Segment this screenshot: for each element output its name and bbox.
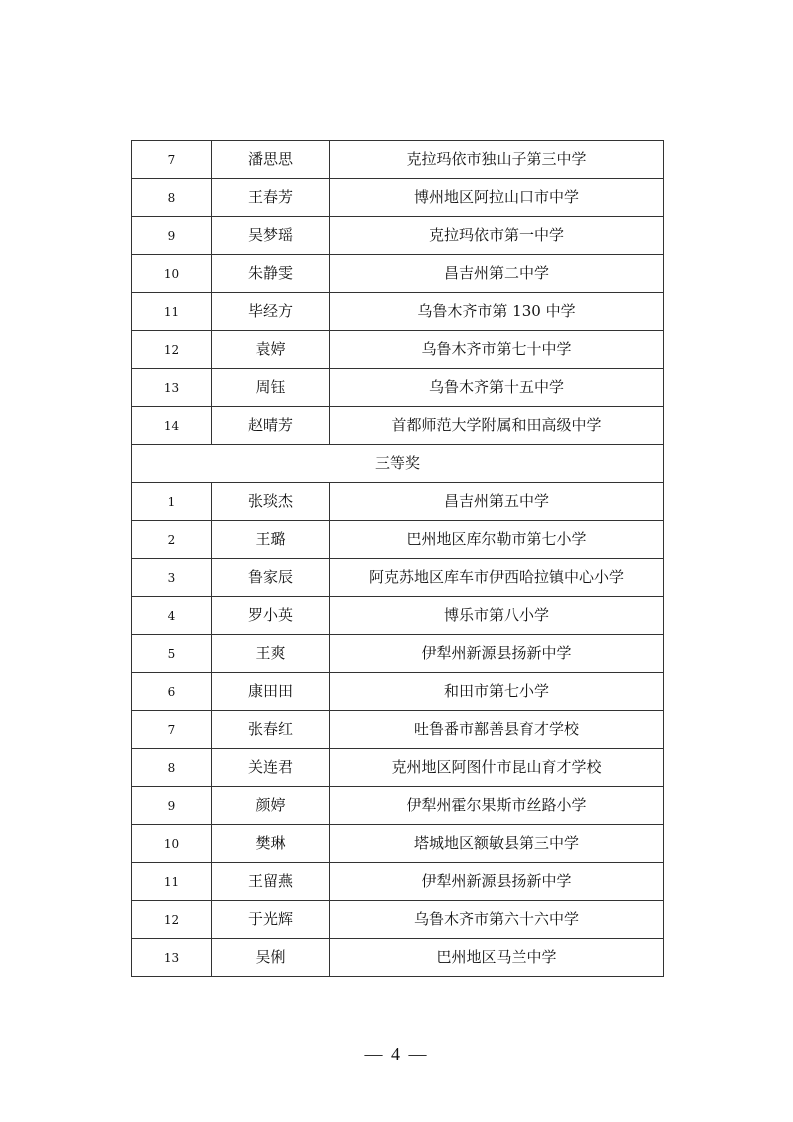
row-number: 9 (132, 217, 212, 255)
school-name: 乌鲁木齐市第 130 中学 (330, 293, 664, 331)
winner-name: 颜婷 (212, 787, 330, 825)
school-name: 伊犁州新源县扬新中学 (330, 635, 664, 673)
table-row (132, 255, 664, 293)
school-name: 乌鲁木齐市第六十六中学 (330, 901, 664, 939)
table-row (132, 901, 664, 939)
table-row (132, 673, 664, 711)
row-number: 10 (132, 255, 212, 293)
winner-name: 毕经方 (212, 293, 330, 331)
table-row (132, 483, 664, 521)
winner-name: 王璐 (212, 521, 330, 559)
school-name: 巴州地区库尔勒市第七小学 (330, 521, 664, 559)
winner-name: 袁婷 (212, 331, 330, 369)
school-name: 塔城地区额敏县第三中学 (330, 825, 664, 863)
row-number: 8 (132, 749, 212, 787)
row-number: 13 (132, 939, 212, 977)
row-number: 12 (132, 331, 212, 369)
row-number: 3 (132, 559, 212, 597)
table-row (132, 749, 664, 787)
section-title: 三等奖 (132, 445, 664, 483)
school-name: 克拉玛依市独山子第三中学 (330, 141, 664, 179)
table-row (132, 597, 664, 635)
winner-name: 潘思思 (212, 141, 330, 179)
winner-name: 王春芳 (212, 179, 330, 217)
school-name: 克州地区阿图什市昆山育才学校 (330, 749, 664, 787)
winner-name: 罗小英 (212, 597, 330, 635)
table-row (132, 407, 664, 445)
table-row (132, 217, 664, 255)
table-row (132, 635, 664, 673)
row-number: 7 (132, 141, 212, 179)
school-name: 阿克苏地区库车市伊西哈拉镇中心小学 (330, 559, 664, 597)
school-name: 昌吉州第二中学 (330, 255, 664, 293)
table-row (132, 293, 664, 331)
row-number: 5 (132, 635, 212, 673)
page-number: — 4 — (364, 1044, 429, 1064)
winner-name: 樊琳 (212, 825, 330, 863)
row-number: 2 (132, 521, 212, 559)
school-name: 首都师范大学附属和田高级中学 (330, 407, 664, 445)
winner-name: 吴俐 (212, 939, 330, 977)
school-name: 乌鲁木齐市第七十中学 (330, 331, 664, 369)
winner-name: 张春红 (212, 711, 330, 749)
winner-name: 鲁家辰 (212, 559, 330, 597)
table-row (132, 559, 664, 597)
table-row (132, 331, 664, 369)
table-row (132, 179, 664, 217)
school-name: 伊犁州霍尔果斯市丝路小学 (330, 787, 664, 825)
award-table (131, 140, 664, 977)
winner-name: 王爽 (212, 635, 330, 673)
section-header-row (132, 445, 664, 483)
row-number: 11 (132, 863, 212, 901)
row-number: 11 (132, 293, 212, 331)
table-row (132, 711, 664, 749)
row-number: 4 (132, 597, 212, 635)
row-number: 9 (132, 787, 212, 825)
school-name: 巴州地区马兰中学 (330, 939, 664, 977)
row-number: 10 (132, 825, 212, 863)
winner-name: 吴梦瑶 (212, 217, 330, 255)
school-name: 昌吉州第五中学 (330, 483, 664, 521)
winner-name: 张琰杰 (212, 483, 330, 521)
table-row (132, 521, 664, 559)
winner-name: 周钰 (212, 369, 330, 407)
table-row (132, 825, 664, 863)
winner-name: 关连君 (212, 749, 330, 787)
winner-name: 康田田 (212, 673, 330, 711)
school-name: 博州地区阿拉山口市中学 (330, 179, 664, 217)
winner-name: 赵晴芳 (212, 407, 330, 445)
table-row (132, 787, 664, 825)
row-number: 13 (132, 369, 212, 407)
table-row (132, 939, 664, 977)
school-name: 伊犁州新源县扬新中学 (330, 863, 664, 901)
winner-name: 朱静雯 (212, 255, 330, 293)
row-number: 1 (132, 483, 212, 521)
table-row (132, 141, 664, 179)
winner-name: 王留燕 (212, 863, 330, 901)
row-number: 14 (132, 407, 212, 445)
row-number: 12 (132, 901, 212, 939)
table-row (132, 863, 664, 901)
winner-name: 于光辉 (212, 901, 330, 939)
school-name: 和田市第七小学 (330, 673, 664, 711)
school-name: 博乐市第八小学 (330, 597, 664, 635)
row-number: 6 (132, 673, 212, 711)
table-row (132, 369, 664, 407)
row-number: 7 (132, 711, 212, 749)
school-name: 克拉玛依市第一中学 (330, 217, 664, 255)
row-number: 8 (132, 179, 212, 217)
school-name: 乌鲁木齐第十五中学 (330, 369, 664, 407)
school-name: 吐鲁番市鄯善县育才学校 (330, 711, 664, 749)
